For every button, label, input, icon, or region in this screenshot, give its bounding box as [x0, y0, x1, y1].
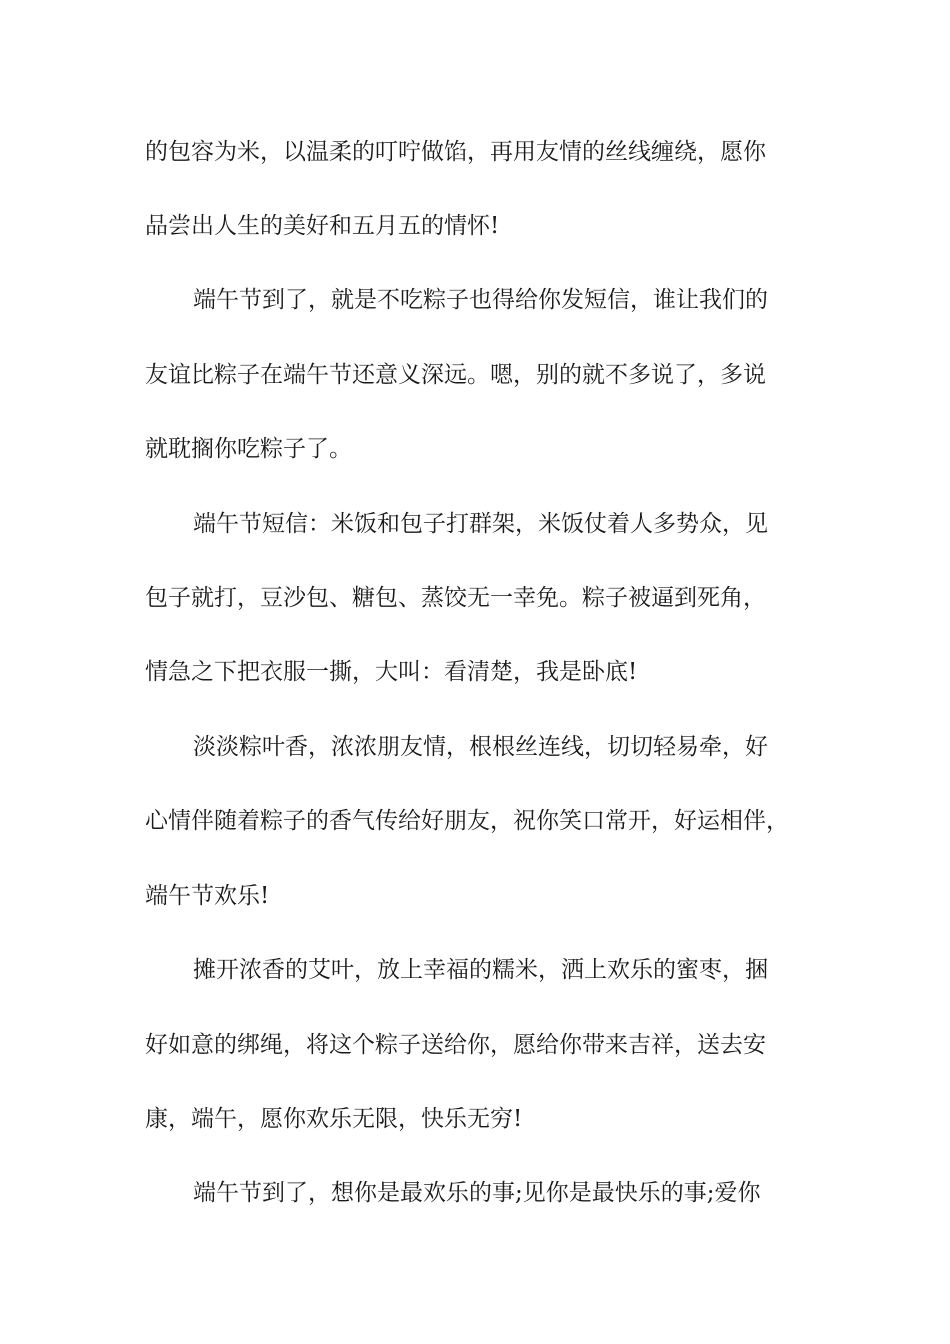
text-line: 的包容为米，以温柔的叮咛做馅，再用友情的丝线缠绕，愿你 [145, 139, 766, 165]
text-line: 友谊比粽子在端午节还意义深远。嗯，别的就不多说了，多说 [145, 362, 766, 388]
paragraph-start-line: 端午节短信：米饭和包子打群架，米饭仗着人多势众，见 [193, 511, 768, 537]
text-line: 品尝出人生的美好和五月五的情怀! [145, 213, 500, 239]
text-line: 包子就打，豆沙包、糖包、蒸饺无一幸免。粽子被逼到死角， [145, 585, 766, 611]
text-line: 情急之下把衣服一撕，大叫：看清楚，我是卧底! [145, 659, 638, 685]
text-line: 心情伴随着粽子的香气传给好朋友，祝你笑口常开，好运相伴， [145, 808, 789, 834]
text-line: 康，端午，愿你欢乐无限，快乐无穷! [145, 1106, 523, 1132]
paragraph-start-line: 端午节到了，就是不吃粽子也得给你发短信，谁让我们的 [193, 287, 768, 313]
text-line: 就耽搁你吃粽子了。 [145, 436, 352, 462]
paragraph-start-line: 摊开浓香的艾叶，放上幸福的糯米，洒上欢乐的蜜枣，捆 [193, 957, 768, 983]
text-line: 端午节欢乐! [145, 883, 270, 909]
paragraph-start-line: 淡淡粽叶香，浓浓朋友情，根根丝连线，切切轻易牵，好 [193, 734, 768, 760]
text-line: 好如意的绑绳，将这个粽子送给你，愿给你带来吉祥，送去安 [145, 1032, 766, 1058]
paragraph-start-line: 端午节到了，想你是最欢乐的事;见你是最快乐的事;爱你 [193, 1180, 761, 1206]
